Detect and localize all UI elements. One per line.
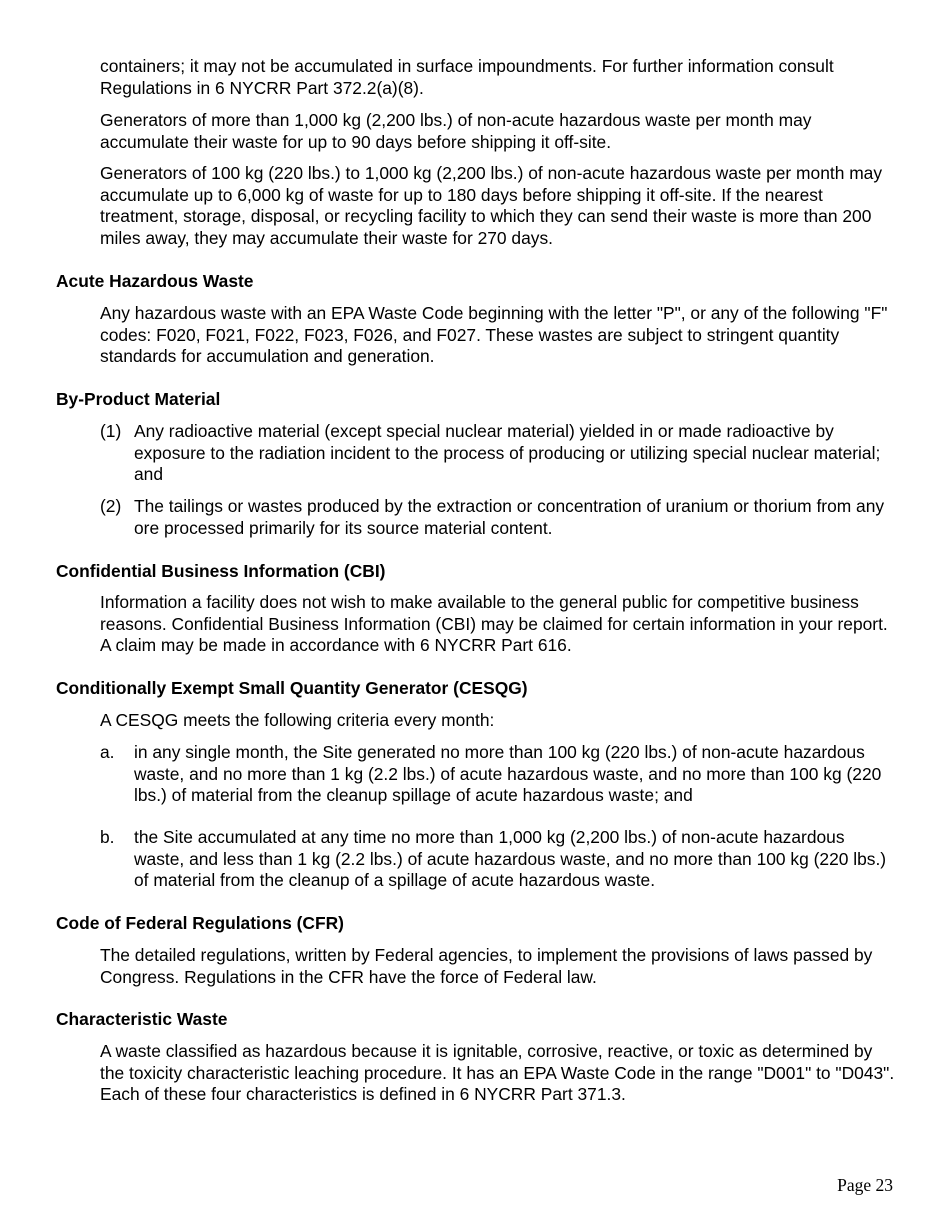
page-number: Page 23 [837,1175,893,1195]
characteristic-definition: A waste classified as hazardous because it is ignitable, corrosive, reactive, or toxic as determined by the toxicity characteristic leaching procedure. It has an EPA Waste Code in the range "D001" to "D043". Each of these four characteristics is defined in 6 NYCRR Part 371.3. [100,1041,895,1104]
list-item-text: The tailings or wastes produced by the extraction or concentration of uranium or thorium from any ore processed primarily for its source material content. [134,496,885,538]
list-marker: (1) [100,421,122,441]
intro-paragraph-1: containers; it may not be accumulated in surface impoundments. For further information consult Regulations in 6 NYCRR Part 372.2(a)(8). [100,56,834,98]
heading-cesqg: Conditionally Exempt Small Quantity Generator (CESQG) [56,678,528,698]
heading-acute-hazardous-waste: Acute Hazardous Waste [56,271,254,291]
intro-paragraph-3: Generators of 100 kg (220 lbs.) to 1,000 kg (2,200 lbs.) of non-acute hazardous waste per month may accumulate up to 6,000 kg of waste for up to 180 days before shipping it off-site. If the nearest treatment, storage, disposal, or recycling facility to which they can send their waste is more than 200 miles away, they may accumulate their waste for 270 days. [100,163,883,248]
list-item-text: in any single month, the Site generated no more than 100 kg (220 lbs.) of non-acute hazardous waste, and no more than 1 kg (2.2 lbs.) of acute hazardous waste, and no more than 100 kg (220 lbs.) of material from the cleanup spillage of acute hazardous waste; and [134,742,882,805]
heading-cfr: Code of Federal Regulations (CFR) [56,913,344,933]
heading-cbi: Confidential Business Information (CBI) [56,561,386,581]
list-marker: (2) [100,496,122,516]
list-item-text: Any radioactive material (except special nuclear material) yielded in or made radioactive by exposure to the radiation incident to the process of producing or utilizing special nuclear material; and [134,421,881,484]
acute-definition: Any hazardous waste with an EPA Waste Code beginning with the letter "P", or any of the following "F" codes: F020, F021, F022, F023, F026, and F027. These wastes are subject to stringent quantity standards for accumulation and generation. [100,303,888,366]
cesqg-lead: A CESQG meets the following criteria every month: [100,710,495,730]
list-marker: a. [100,742,115,762]
intro-paragraph-2: Generators of more than 1,000 kg (2,200 lbs.) of non-acute hazardous waste per month may accumulate their waste for up to 90 days before shipping it off-site. [100,110,812,152]
list-marker: b. [100,827,115,847]
list-item-text: the Site accumulated at any time no more than 1,000 kg (2,200 lbs.) of non-acute hazardous waste, and less than 1 kg (2.2 lbs.) of acute hazardous waste, and no more than 100 kg (220 lbs.) of material from the cleanup of a spillage of acute hazardous waste. [134,827,887,890]
heading-by-product-material: By-Product Material [56,389,221,409]
cfr-definition: The detailed regulations, written by Federal agencies, to implement the provisions of laws passed by Congress. Regulations in the CFR have the force of Federal law. [100,945,873,987]
cbi-definition: Information a facility does not wish to make available to the general public for competitive business reasons. Confidential Business Information (CBI) may be claimed for certain information in your report. A claim may be made in accordance with 6 NYCRR Part 616. [100,592,888,655]
heading-characteristic-waste: Characteristic Waste [56,1009,228,1029]
